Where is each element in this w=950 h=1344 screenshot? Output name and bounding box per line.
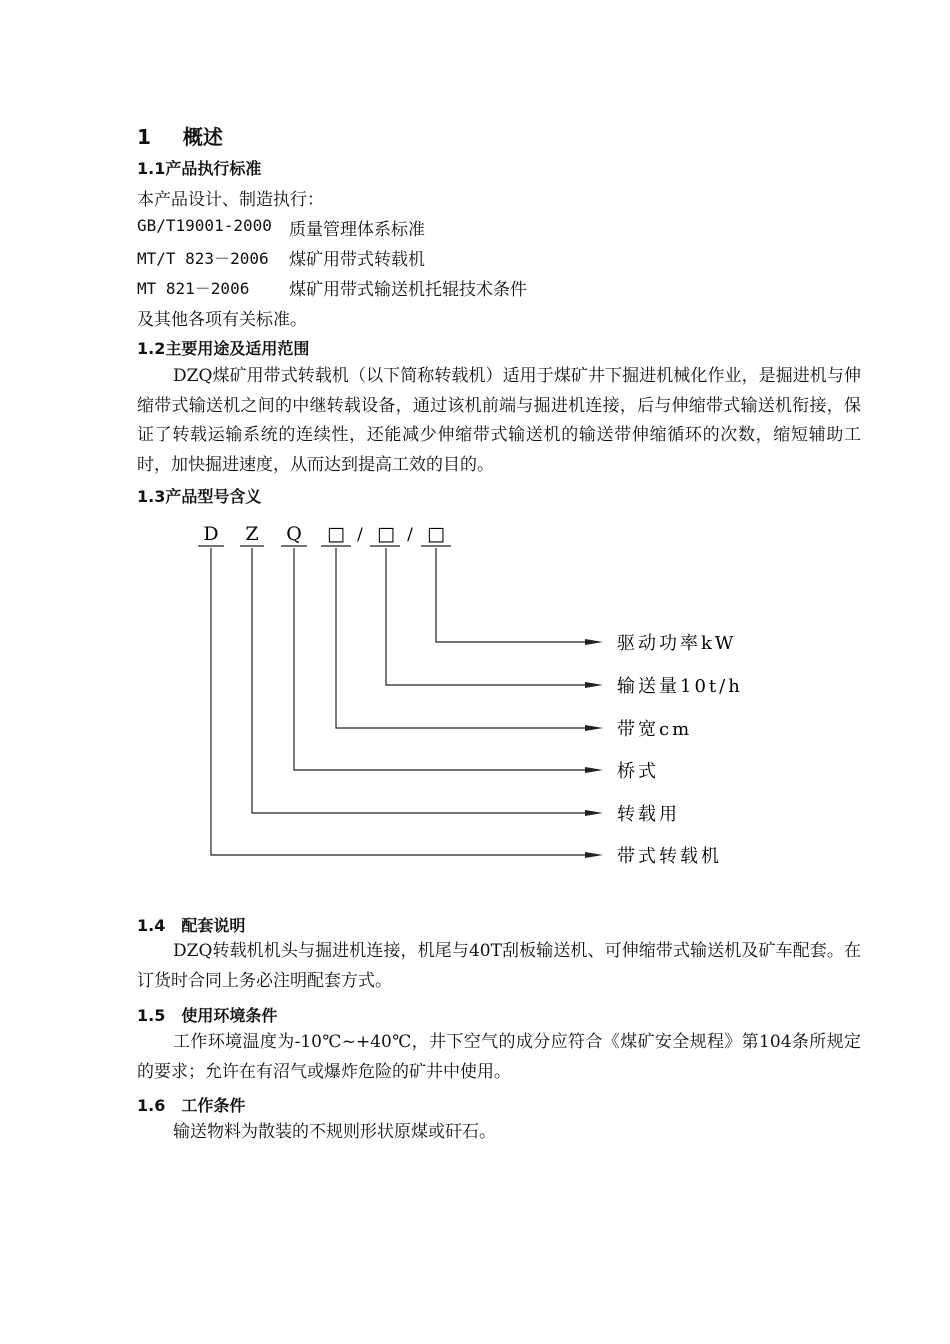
section-title: 概述: [182, 125, 223, 149]
model-char-q: Q: [286, 523, 302, 545]
heading-1-1: 1.1产品执行标准: [137, 159, 262, 178]
section-number: 1: [137, 125, 151, 149]
heading-1-5: 1.5 使用环境条件: [137, 1006, 278, 1025]
model-char-d: D: [203, 523, 219, 545]
arrowheads: [585, 639, 603, 858]
model-char-z: Z: [245, 523, 259, 545]
heading-1-3: 1.3产品型号含义: [137, 487, 262, 506]
matching-paragraph: DZQ转载机机头与掘进机连接，机尾与40T刮板输送机、可伸缩带式输送机及矿车配套。在订货时合同上务必注明配套方式。: [137, 941, 861, 991]
label-transfer-use: 转载用: [617, 804, 680, 825]
connector-lines: [211, 548, 595, 855]
model-slash: /: [407, 525, 413, 545]
heading-1-2: 1.2主要用途及适用范围: [137, 339, 310, 358]
model-box-width: □: [327, 523, 345, 545]
standard-code: GB/T19001-2000: [137, 216, 272, 235]
standard-name: 煤矿用带式输送机托辊技术条件: [289, 280, 527, 300]
standards-closing: 及其他各项有关标准。: [137, 310, 307, 330]
label-capacity: 输送量10t/h: [617, 676, 743, 697]
heading-1-4: 1.4 配套说明: [137, 916, 246, 935]
model-slash: /: [357, 525, 363, 545]
model-box-power: □: [427, 523, 445, 545]
working-conditions-paragraph: 输送物料为散装的不规则形状原煤或矸石。: [173, 1122, 496, 1142]
label-drive-power: 驱动功率kW: [617, 633, 737, 654]
label-belt-transfer-machine: 带式转载机: [617, 846, 722, 867]
label-belt-width: 带宽cm: [617, 719, 693, 740]
environment-paragraph: 工作环境温度为-10℃~+40℃，井下空气的成分应符合《煤矿安全规程》第104条所规定的要求；允许在有沼气或爆炸危险的矿井中使用。: [137, 1032, 861, 1082]
heading-1-6: 1.6 工作条件: [137, 1096, 246, 1115]
standard-code: MT 821－2006: [137, 279, 250, 298]
standard-name: 质量管理体系标准: [289, 220, 425, 240]
standards-intro: 本产品设计、制造执行：: [137, 190, 324, 210]
label-bridge-type: 桥式: [617, 761, 659, 782]
standard-code: MT/T 823－2006: [137, 249, 269, 268]
model-box-capacity: □: [377, 523, 395, 545]
standard-name: 煤矿用带式转载机: [289, 250, 425, 270]
usage-paragraph: DZQ煤矿用带式转载机（以下简称转载机）适用于煤矿井下掘进机械化作业，是掘进机与伸缩带式输送机之间的中继转载设备，通过该机前端与掘进机连接，后与伸缩带式输送机衔接，保证了转载运输系统的连续性，还能减少伸缩带式输送机的输送带伸缩循环的次数，缩短辅助工时，加快掘进速度，从而达到提高工效的目的。: [137, 366, 861, 475]
